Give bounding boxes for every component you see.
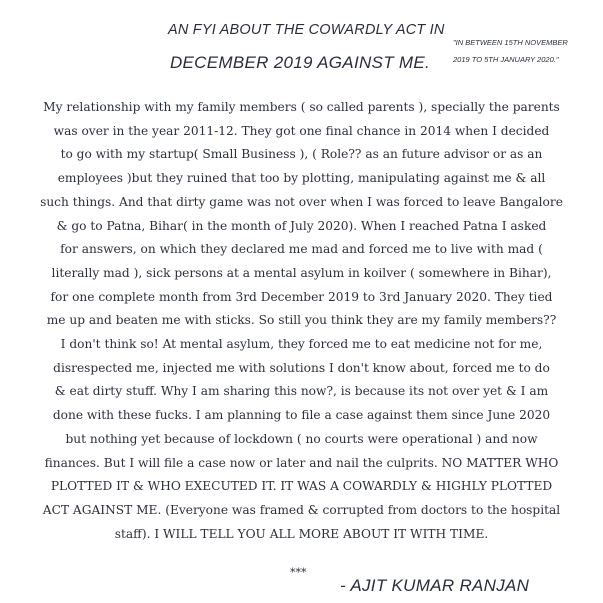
date-range-note xyxy=(453,34,583,68)
body-line: PLOTTED IT & WHO EXECUTED IT. IT WAS A COWARDLY & HIGHLY PLOTTED xyxy=(50,479,553,494)
body-line: for one complete month from 3rd December 2019 to 3rd January 2020. They tied xyxy=(50,289,553,304)
separator-asterisks: *** xyxy=(290,566,307,579)
body-text xyxy=(20,96,583,546)
body-line: such things. And that dirty game was not over when I was forced to leave Bangalore xyxy=(40,194,563,209)
date-note-line-2: 2019 TO 5TH JANUARY 2020." xyxy=(453,55,559,64)
body-line: My relationship with my family members ( so called parents ), specially the parents xyxy=(43,100,560,114)
body-line: but nothing yet because of lockdown ( no courts were operational ) and now xyxy=(65,431,538,446)
body-line: & go to Patna, Bihar( in the month of July 2020). When I reached Patna I asked xyxy=(56,218,547,233)
body-line: was over in the year 2011-12. They got one final chance in 2014 when I decided xyxy=(53,123,550,138)
author-signature: - AJIT KUMAR RANJAN xyxy=(340,576,530,595)
body-line: staff). I WILL TELL YOU ALL MORE ABOUT IT WITH TIME. xyxy=(114,526,489,541)
body-line: I don't think so! At mental asylum, they forced me to eat medicine not for me, xyxy=(60,337,543,352)
body-line: finances. But I will file a case now or later and nail the culprits. NO MATTER WHO xyxy=(44,455,559,470)
body-line: disrespected me, injected me with solutions I don't know about, forced me to do xyxy=(53,360,550,375)
body-line: to go with my startup( Small Business ), ( Role?? as an future advisor or as an xyxy=(60,147,543,162)
body-line: me up and beaten me with sticks. So still you think they are my family members?? xyxy=(46,313,557,328)
body-line: for answers, on which they declared me mad and forced me to live with mad ( xyxy=(60,242,543,257)
title-line-2: DECEMBER 2019 AGAINST ME. xyxy=(169,53,431,72)
body-line: literally mad ), sick persons at a mental asylum in koilver ( somewhere in Bihar), xyxy=(51,265,552,280)
title-line-1: AN FYI ABOUT THE COWARDLY ACT IN xyxy=(168,22,445,38)
body-line: ACT AGAINST ME. (Everyone was framed & corrupted from doctors to the hospital xyxy=(42,502,561,517)
body-line: employees )but they ruined that too by plotting, manipulating against me & all xyxy=(57,171,546,186)
body-line: & eat dirty stuff. Why I am sharing this now?, is because its not over yet & I am xyxy=(54,384,549,399)
date-note-line-1: "IN BETWEEN 15TH NOVEMBER xyxy=(453,38,568,47)
body-line: done with these fucks. I am planning to file a case against them since June 2020 xyxy=(52,408,551,423)
